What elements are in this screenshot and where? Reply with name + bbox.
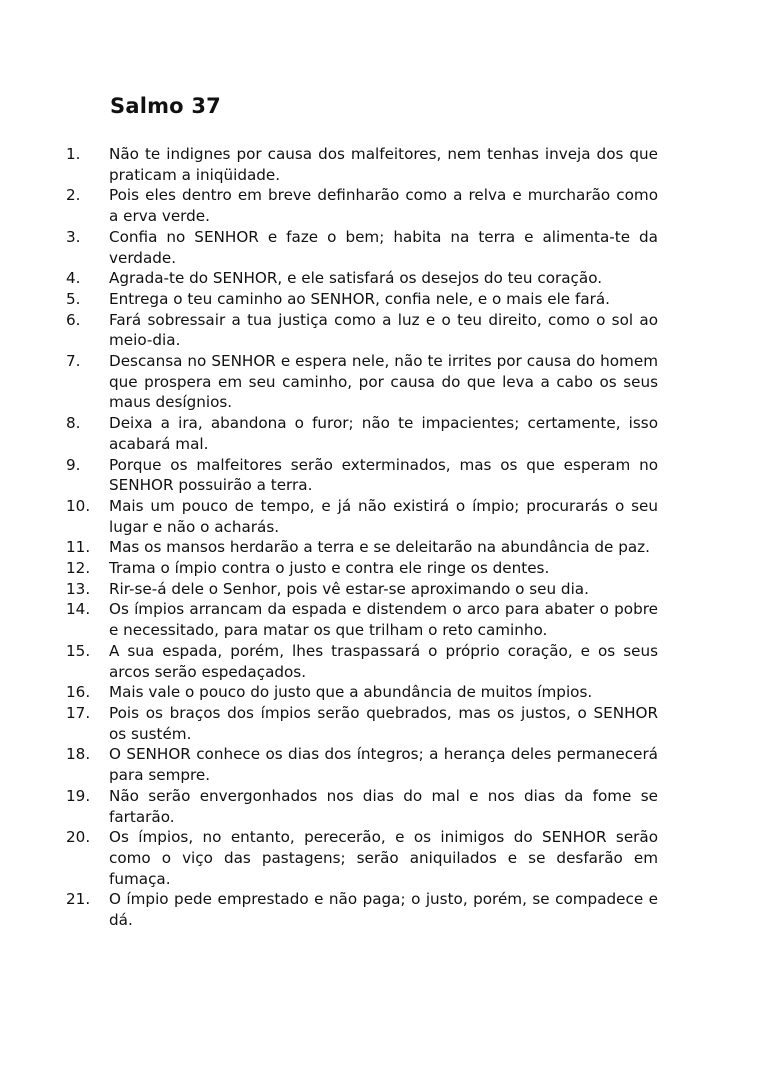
verse-number: 1. [66,145,81,163]
verse-item [66,786,658,827]
verse-item [66,455,658,496]
verse-number: 19. [66,786,91,805]
verse-item [66,558,658,579]
verse-number: 7. [66,352,81,371]
verse-item [66,310,658,351]
verse-item [66,703,658,744]
verse-item [66,144,658,185]
verse-text: Trama o ímpio contra o justo e contra ele ringe os dentes. [109,559,550,578]
verse-number: 20. [66,828,91,847]
verse-text: Os ímpios arrancam da espada e distendem o arco para abater o pobre e necessitado, para matar os que trilham o reto caminho. [109,600,658,640]
verse-number: 15. [66,641,91,660]
verse-text: Rir-se-á dele o Senhor, pois vê estar-se aproximando o seu dia. [109,579,589,598]
verse-text: Mas os mansos herdarão a terra e se deleitarão na abundância de paz. [109,538,650,557]
verse-number: 6. [66,310,81,329]
verse-item [66,185,658,226]
verse-item [66,579,658,600]
verse-text: Não serão envergonhados nos dias do mal e nos dias da fome se fartarão. [109,786,658,826]
verse-number: 12. [66,559,91,578]
verse-item [66,496,658,537]
verse-item [66,889,658,930]
verse-item [66,413,658,454]
verse-text: Não te indignes por causa dos malfeitores, nem tenhas inveja dos que praticam a iniqüidade. [109,145,658,184]
verse-text: A sua espada, porém, lhes traspassará o próprio coração, e os seus arcos serão espedaçados. [109,641,658,681]
verse-number: 2. [66,186,81,205]
verse-item [66,744,658,785]
verse-item [66,227,658,268]
verse-number: 3. [66,227,81,246]
verse-item [66,268,658,289]
verse-number: 10. [66,496,91,515]
verse-text: Pois os braços dos ímpios serão quebrados, mas os justos, o SENHOR os sustém. [109,703,658,743]
verse-number: 13. [66,579,91,598]
verse-item [66,537,658,558]
verse-text: Fará sobressair a tua justiça como a luz e o teu direito, como o sol ao meio-dia. [109,310,658,350]
verse-number: 11. [66,538,91,557]
verse-item [66,641,658,682]
verse-item [66,351,658,413]
verse-number: 9. [66,455,81,474]
verse-text: Deixa a ira, abandona o furor; não te impacientes; certamente, isso acabará mal. [109,414,658,453]
verse-list [66,144,658,931]
verse-text: Agrada-te do SENHOR, e ele satisfará os desejos do teu coração. [109,269,603,288]
verse-number: 18. [66,745,91,764]
verse-number: 8. [66,414,81,433]
verse-text: Mais um pouco de tempo, e já não existirá o ímpio; procurarás o seu lugar e não o acharás. [109,496,658,536]
verse-number: 4. [66,269,81,288]
verse-text: Pois eles dentro em breve definharão como a relva e murcharão como a erva verde. [109,186,658,226]
verse-text: Porque os malfeitores serão exterminados, mas os que esperam no SENHOR possuirão a terra. [109,455,658,495]
verse-text: Os ímpios, no entanto, perecerão, e os inimigos do SENHOR serão como o viço das pastagens; serão aniquilados e se desfarão em fumaça. [109,828,658,888]
verse-text: Mais vale o pouco do justo que a abundância de muitos ímpios. [109,683,593,702]
page-title: Salmo 37 [110,94,221,118]
verse-number: 16. [66,683,91,702]
verse-number: 17. [66,703,91,722]
verse-text: Descansa no SENHOR e espera nele, não te irrites por causa do homem que prospera em seu caminho, por causa do que leva a cabo os seus maus desígnios. [109,352,658,412]
verse-item [66,827,658,889]
verse-text: O SENHOR conhece os dias dos íntegros; a herança deles permanecerá para sempre. [109,745,658,785]
verse-item [66,599,658,640]
verse-text: Confia no SENHOR e faze o bem; habita na terra e alimenta-te da verdade. [109,227,658,267]
verse-text: O ímpio pede emprestado e não paga; o justo, porém, se compadece e dá. [109,890,658,930]
verse-item [66,289,658,310]
verse-number: 14. [66,600,91,619]
verse-number: 5. [66,289,81,308]
verse-text: Entrega o teu caminho ao SENHOR, confia nele, e o mais ele fará. [109,289,611,308]
verse-number: 21. [66,890,91,909]
verse-item [66,682,658,703]
